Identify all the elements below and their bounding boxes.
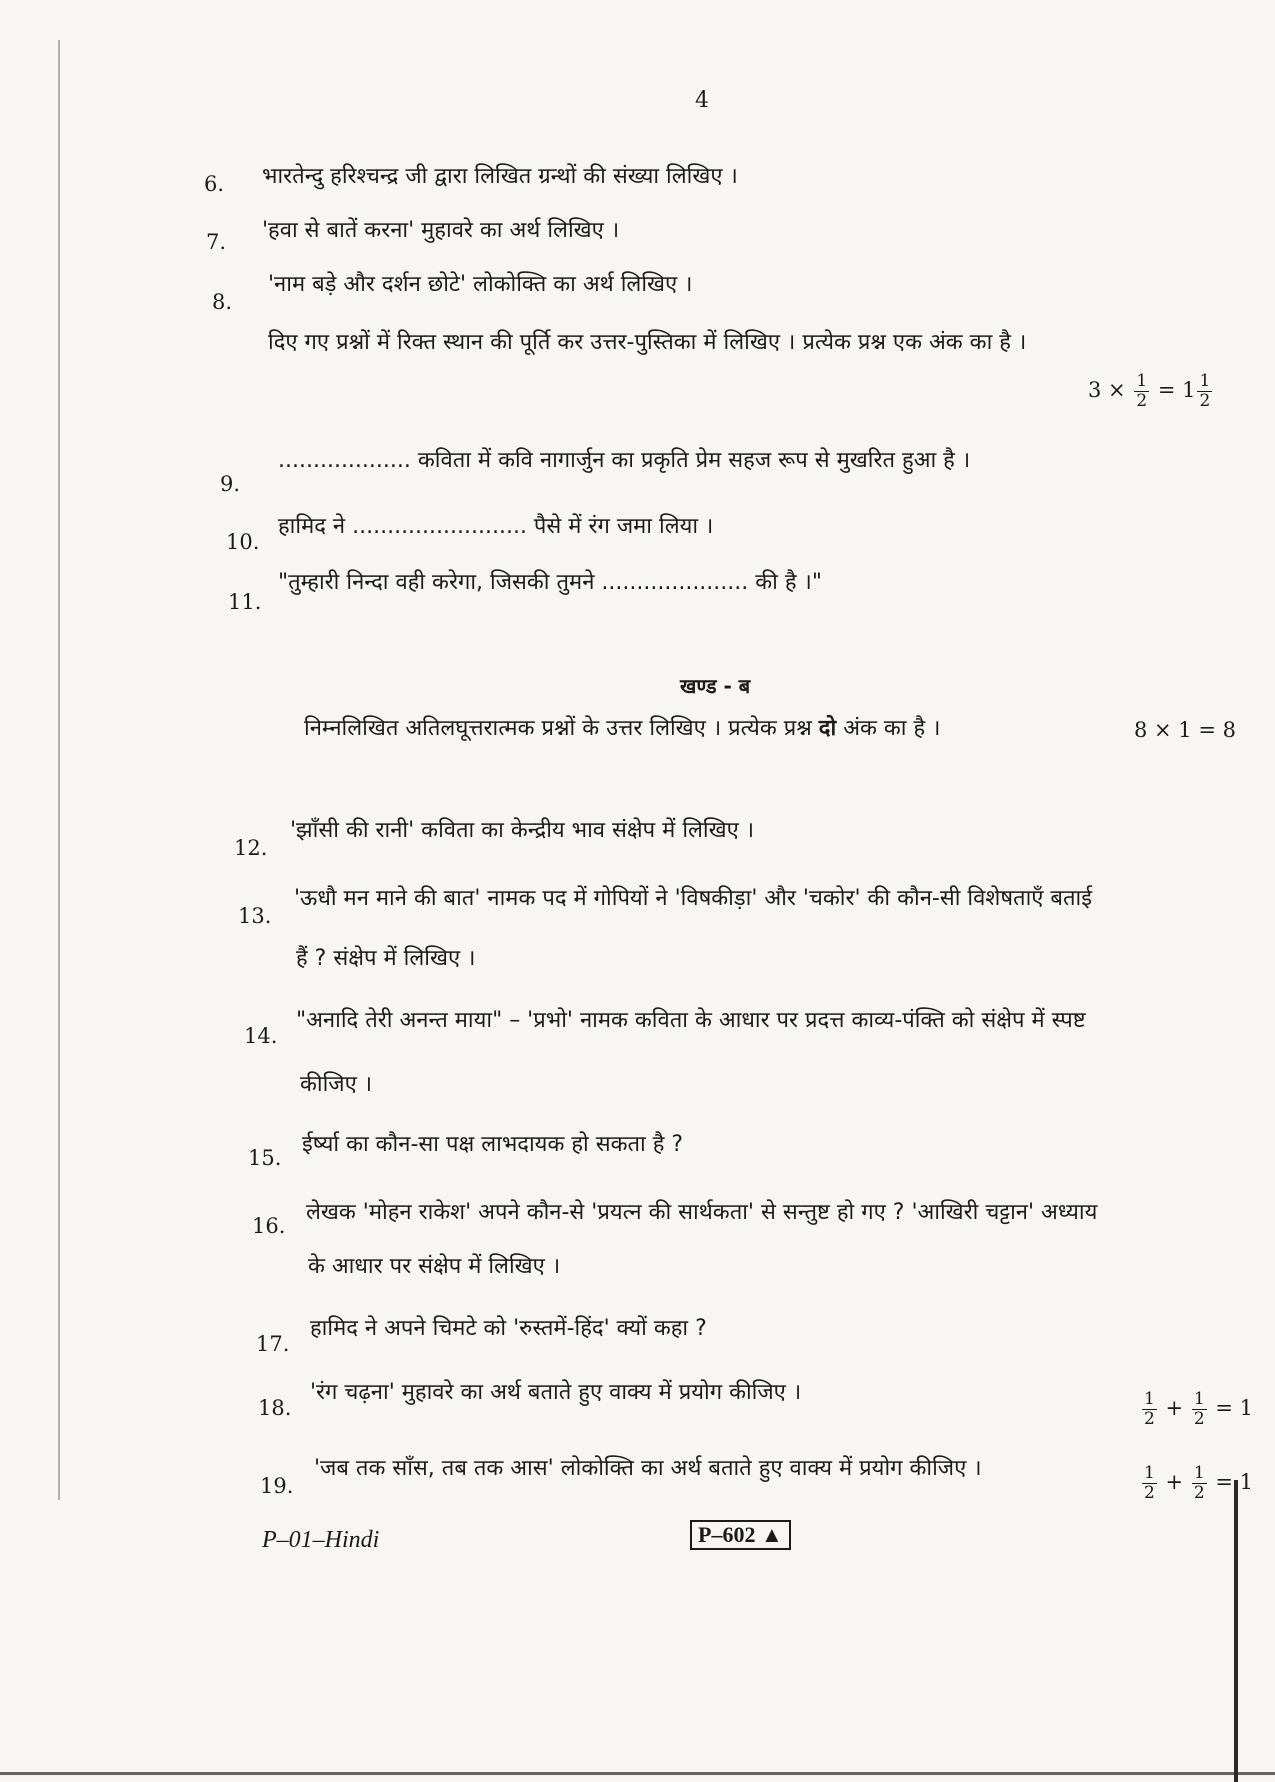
q12-line-1: 'झाँसी की रानी' कविता का केन्द्रीय भाव संक्षेप में लिखिए । (290, 818, 755, 843)
plus-sign: + (1165, 1470, 1184, 1494)
q7-text: 'हवा से बातें करना' मुहावरे का अर्थ लिखिए । (262, 218, 620, 243)
q18-frac-b (1192, 1390, 1207, 1429)
fill-blank-marks (1088, 372, 1214, 411)
marks-prefix: 3 × (1088, 378, 1126, 402)
frac-den: 2 (1193, 1483, 1205, 1503)
q18-marks (1140, 1390, 1253, 1429)
q16-line-2: के आधार पर संक्षेप में लिखिए । (308, 1254, 561, 1279)
q19-marks (1140, 1464, 1253, 1503)
q8-number: 8. (212, 290, 233, 314)
left-margin-line (58, 40, 60, 1500)
q14-line-2: कीजिए । (300, 1072, 373, 1097)
q17-number: 17. (256, 1332, 290, 1356)
q19-number: 19. (260, 1474, 294, 1498)
plus-sign: + (1165, 1396, 1184, 1420)
q19-line-1: 'जब तक साँस, तब तक आस' लोकोक्ति का अर्थ बताते हुए वाक्य में प्रयोग कीजिए । (314, 1456, 982, 1481)
q9-number: 9. (220, 472, 241, 496)
section-b-instruction (304, 712, 941, 742)
q14-line-1: "अनादि तेरी अनन्त माया" – 'प्रभो' नामक कविता के आधार पर प्रदत्त काव्य-पंक्ति को संक्षेप में स्पष्ट (296, 1008, 1086, 1033)
q12-number: 12. (234, 836, 268, 860)
frac-den: 2 (1144, 1483, 1155, 1503)
equals-sign: = 1 (1215, 1470, 1253, 1494)
paper-code-left: P–01–Hindi (262, 1527, 380, 1553)
q8-text: 'नाम बड़े और दर्शन छोटे' लोकोक्ति का अर्थ लिखिए । (268, 272, 693, 297)
q13-line-1: 'ऊधौ मन माने की बात' नामक पद में गोपियों ने 'विषकीड़ा' और 'चकोर' की कौन-सी विशेषताएँ बताई (294, 886, 1093, 911)
q16-number: 16. (252, 1214, 286, 1238)
frac-num: 1 (1193, 1389, 1205, 1409)
q15-number: 15. (248, 1146, 282, 1170)
q13-line-2: हैं ? संक्षेप में लिखिए । (296, 946, 476, 971)
frac-den: 2 (1193, 1409, 1205, 1429)
frac-num: 1 (1144, 1463, 1155, 1483)
section-b-marks: 8 × 1 = 8 (1134, 718, 1236, 742)
frac-den: 2 (1144, 1409, 1155, 1429)
q10-text: हामिद ने ......................... पैसे में रंग जमा लिया । (278, 514, 714, 539)
instruction-bold: दो (818, 716, 837, 741)
fill-blank-instruction: दिए गए प्रश्नों में रिक्त स्थान की पूर्ति कर उत्तर-पुस्तिका में लिखिए । प्रत्येक प्रश्न एक अंक का है । (268, 330, 1027, 355)
frac-num: 1 (1136, 371, 1148, 391)
q19-frac-a (1142, 1464, 1157, 1503)
q17-line-1: हामिद ने अपने चिमटे को 'रुस्तमें-हिंद' क्यों कहा ? (310, 1316, 707, 1341)
marks-result-fraction (1197, 372, 1212, 411)
q6-text: भारतेन्दु हरिश्चन्द्र जी द्वारा लिखित ग्रन्थों की संख्या लिखिए । (262, 164, 738, 189)
right-bottom-border (1234, 1480, 1238, 1782)
q6-number: 6. (204, 172, 225, 196)
paper-code-box: P–602 ▲ (690, 1520, 791, 1550)
q16-line-1: लेखक 'मोहन राकेश' अपने कौन-से 'प्रयत्न की सार्थकता' से सन्तुष्ट हो गए ? 'आखिरी चट्टान' अध्याय (306, 1200, 1098, 1225)
marks-fraction (1134, 372, 1149, 411)
res-num: 1 (1199, 371, 1211, 391)
instruction-pre: निम्नलिखित अतिलघूत्तरात्मक प्रश्नों के उत्तर लिखिए । प्रत्येक प्रश्न (304, 716, 812, 741)
instruction-post: अंक का है । (843, 716, 941, 741)
section-b-heading: खण्ड - ब (680, 674, 751, 698)
q11-text: "तुम्हारी निन्दा वही करेगा, जिसकी तुमने ..................... की है ।" (278, 570, 822, 595)
equals-sign: = 1 (1215, 1396, 1253, 1420)
res-den: 2 (1199, 391, 1211, 411)
bottom-edge-line (0, 1772, 1275, 1775)
q15-line-1: ईर्ष्या का कौन-सा पक्ष लाभदायक हो सकता है ? (302, 1132, 684, 1157)
q18-frac-a (1142, 1390, 1157, 1429)
q9-text: ................... कविता में कवि नागार्जुन का प्रकृति प्रेम सहज रूप से मुखरित हुआ है । (278, 448, 971, 473)
q13-number: 13. (238, 904, 272, 928)
q18-line-1: 'रंग चढ़ना' मुहावरे का अर्थ बताते हुए वाक्य में प्रयोग कीजिए । (310, 1380, 802, 1405)
frac-num: 1 (1193, 1463, 1205, 1483)
q7-number: 7. (206, 230, 227, 254)
q14-number: 14. (244, 1024, 278, 1048)
frac-num: 1 (1144, 1389, 1155, 1409)
q10-number: 10. (226, 530, 260, 554)
q19-frac-b (1192, 1464, 1207, 1503)
q11-number: 11. (228, 590, 262, 614)
q18-number: 18. (258, 1396, 292, 1420)
frac-den: 2 (1136, 391, 1148, 411)
marks-equals: = 1 (1157, 378, 1196, 402)
page-number: 4 (695, 88, 709, 113)
